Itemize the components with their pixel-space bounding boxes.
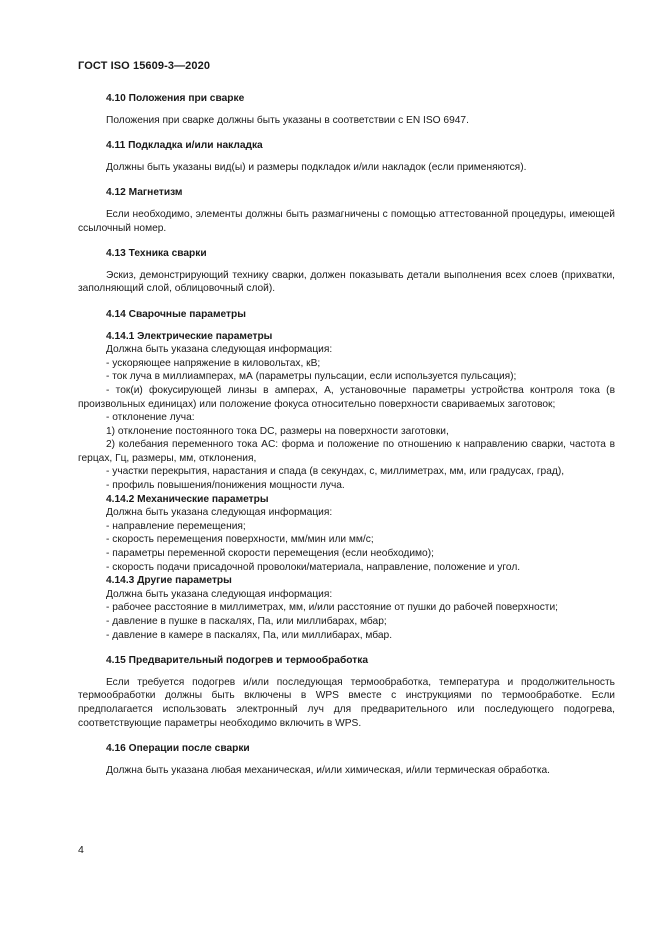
section-4-15 [78,654,615,730]
section-4-10 [78,92,615,127]
section-title: 4.13 Техника сварки [106,248,207,260]
list-item: - рабочее расстояние в миллиметрах, мм, и/или расстояние от пушки до рабочей поверхности; [106,602,558,614]
list-intro: Должна быть указана следующая информация: [106,344,333,356]
list-item: 1) отклонение постоянного тока DC, размеры на поверхности заготовки, [106,425,449,437]
section-title: 4.14 Сварочные параметры [106,308,246,320]
list-intro: Должна быть указана следующая информация: [106,588,333,600]
section-paragraph: Положения при сварке должны быть указаны в соответствии с EN ISO 6947. [106,114,469,126]
list-item: - давление в пушке в паскалях, Па, или миллибарах, мбар; [106,616,387,627]
section-paragraph: Должны быть указаны вид(ы) и размеры подкладок и/или накладок (если применяются). [106,161,527,173]
section-4-12 [78,186,615,235]
section-paragraph: Эскиз, демонстрирующий технику сварки, должен показывать детали выполнения всех слоев (прихватки, заполняющий слой, облицовочный слой). [78,269,615,295]
list-item: - скорость подачи присадочной проволоки/материала, направление, положение и угол. [106,561,521,573]
list-item: - параметры переменной скорости перемещения (если необходимо); [106,548,434,560]
subsection-title: 4.14.1 Электрические параметры [106,330,273,342]
list-item: 2) колебания переменного тока AC: форма и положение по отношению к направлению сварки, частота в герцах, Гц, размеры, мм, отклонения, [78,439,615,464]
section-title: 4.15 Предварительный подогрев и термообработка [106,655,368,667]
section-paragraph: Если необходимо, элементы должны быть размагничены с помощью аттестованной процедуры, имеющей ссылочный номер. [78,208,615,234]
list-item: - ток(и) фокусирующей линзы в амперах, А, установочные параметры устройства контроля тока (в произвольных единицах) или положение фокуса относительно поверхности свариваемых заготовок; [78,384,615,410]
section-title: 4.16 Операции после сварки [106,743,250,755]
list-item: - отклонение луча: [106,412,195,424]
subsection-title: 4.14.2 Механические параметры [106,493,269,505]
list-intro: Должна быть указана следующая информация: [106,507,333,519]
document-code-header: ГОСТ ISO 15609-3—2020 [78,60,211,72]
document-body [78,92,615,789]
section-title: 4.12 Магнетизм [106,187,183,199]
list-item: - участки перекрытия, нарастания и спада (в секундах, с, миллиметрах, мм, или градусах, град), [106,466,565,478]
section-paragraph: Должна быть указана любая механическая, и/или химическая, и/или термическая обработка. [106,764,550,776]
section-title: 4.11 Подкладка и/или накладка [106,140,263,152]
list-item: - скорость перемещения поверхности, мм/мин или мм/с; [106,534,374,546]
subsection-title: 4.14.3 Другие параметры [106,575,232,587]
section-4-13 [78,247,615,296]
list-item: - профиль повышения/понижения мощности луча. [106,480,345,492]
list-item: - ток луча в миллиамперах, мА (параметры пульсации, если используется пульсация); [106,371,517,383]
section-4-16 [78,742,615,777]
list-item: - давление в камере в паскалях, Па, или миллибарах, мбар. [106,629,393,641]
section-title: 4.10 Положения при сварке [106,93,245,104]
section-paragraph: Если требуется подогрев и/или последующая термообработка, температура и продолжительность термообработки должны быть включены в WPS вместе с инструкциями по термообработке. Если предполагается использовать электронный луч для предварительного или последующего подогрева, соответствующие параметры необходимо включить в WPS. [78,676,615,729]
section-4-14 [78,308,615,642]
list-item: - направление перемещения; [106,520,246,532]
section-4-11 [78,139,615,174]
page-number: 4 [78,844,84,856]
list-item: - ускоряющее напряжение в киловольтах, кВ; [106,357,321,369]
